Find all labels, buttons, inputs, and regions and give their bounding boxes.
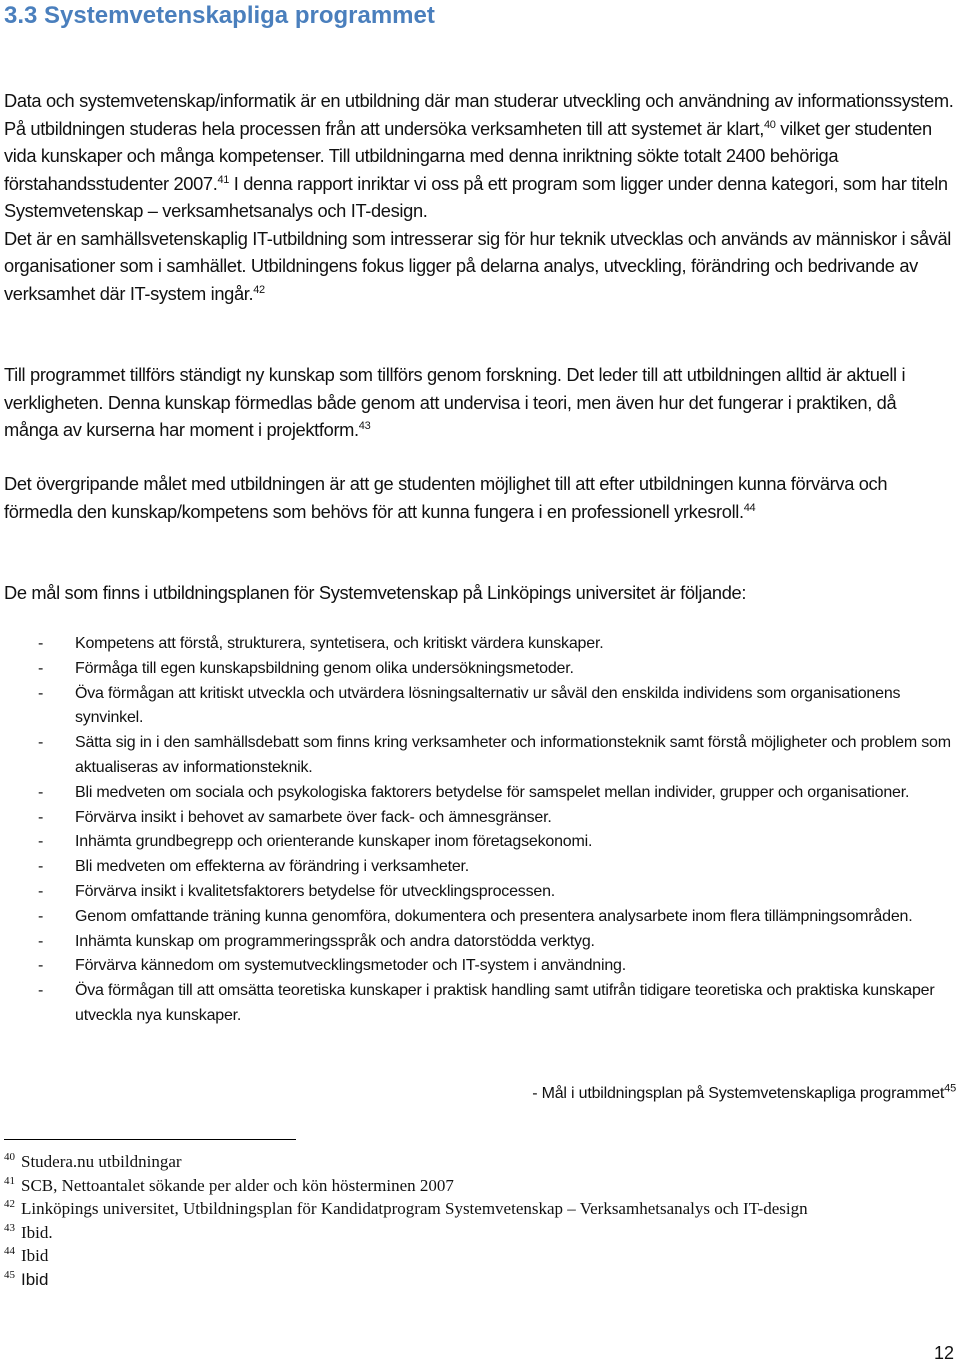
paragraph-text: Data och systemvetenskap/informatik är en utbildning där man studerar utveckling och användning av informationssystem. På utbildningen studeras hela processen från att undersöka verksamheten till att systemet är klart, (4, 90, 954, 139)
bullet-dash: - (38, 783, 44, 801)
footnote (4, 1268, 924, 1292)
list-item (4, 880, 954, 905)
paragraph-text: Det är en samhällsvetenskaplig IT-utbildning som intresserar sig för hur teknik utvecklas och används av människor i såväl organisationer som i samhället. Utbildningens fokus ligger på delarna analys, utveckling, förändring och bedrivande av verksamhet där IT-system ingår. (4, 227, 951, 304)
footnote-number: 42 (4, 1198, 15, 1211)
footnote-ref[interactable]: 45 (944, 1082, 956, 1095)
footnote (4, 1150, 924, 1174)
list-item-text: Öva förmågan till att omsätta teoretiska kunskaper i praktisk handling samt utifrån tidigare teoretiska och praktiska kunskaper utveckla nya kunskaper. (75, 982, 935, 1024)
paragraph-goals-intro (4, 579, 954, 607)
bullet-dash: - (38, 684, 44, 702)
list-item (4, 979, 954, 1029)
bullet-dash: - (38, 734, 44, 752)
list-item (4, 954, 954, 979)
bullet-dash: - (38, 858, 44, 876)
section-heading: 3.3 Systemvetenskapliga programmet (4, 2, 435, 29)
footnote-text: SCB, Nettoantalet sökande per alder och kön hösterminen 2007 (21, 1175, 454, 1195)
paragraph-text: I denna rapport inriktar vi oss på ett program som ligger under denna kategori, som har titeln Systemvetenskap – verksamhetsanalys och IT-design. (4, 172, 948, 221)
footnotes (4, 1150, 924, 1291)
list-item-text: Inhämta grundbegrepp och orienterande kunskaper inom företagsekonomi. (75, 833, 593, 851)
list-item-text: Förvärva insikt i behovet av samarbete över fack- och ämnesgränser. (75, 808, 552, 826)
list-item (4, 855, 954, 880)
bullet-dash: - (38, 882, 44, 900)
bullet-dash: - (38, 982, 44, 1000)
footnote-number: 43 (4, 1221, 15, 1234)
paragraph-text: De mål som finns i utbildningsplanen för Systemvetenskap på Linköpings universitet är följande: (4, 582, 747, 603)
list-item-text: Förvärva kännedom om systemutvecklingsmetoder och IT-system i användning. (75, 957, 626, 975)
bullet-dash: - (38, 932, 44, 950)
bullet-dash: - (38, 957, 44, 975)
footnote (4, 1197, 924, 1221)
footnote-text: Ibid. (21, 1222, 53, 1242)
list-item-text: Sätta sig in i den samhällsdebatt som finns kring verksamheter och informationsteknik samt förstå möjligheter och problem som aktualiseras av informationsteknik. (75, 734, 951, 776)
footnote-text: Studera.nu utbildningar (21, 1152, 182, 1171)
bullet-dash: - (38, 808, 44, 826)
list-item (4, 830, 954, 855)
list-item-text: Genom omfattande träning kunna genomföra, dokumentera och presentera analysarbete inom flera tillämpningsområden. (75, 907, 913, 925)
list-item-text: Förmåga till egen kunskapsbildning genom olika undersökningsmetoder. (75, 659, 574, 677)
list-item (4, 682, 954, 732)
quote-attribution (532, 1082, 956, 1106)
bullet-dash: - (38, 833, 44, 851)
paragraph-goal (4, 470, 954, 525)
footnote-number: 44 (4, 1245, 15, 1258)
footnote-ref[interactable]: 41 (217, 173, 230, 186)
footnote-separator (4, 1139, 296, 1140)
footnote-ref[interactable]: 40 (764, 118, 776, 131)
footnote (4, 1221, 924, 1245)
footnote-text: Linköpings universitet, Utbildningsplan för Kandidatprogram Systemvetenskap – Verksamhetsanalys och IT-design (21, 1199, 808, 1218)
footnote-number: 40 (4, 1151, 15, 1164)
footnote (4, 1174, 924, 1198)
goals-list (4, 632, 954, 1029)
list-item (4, 657, 954, 682)
footnote-ref[interactable]: 42 (253, 283, 265, 296)
footnote-ref[interactable]: 43 (358, 419, 371, 432)
footnote-text: Ibid (21, 1246, 49, 1265)
footnote-number: 41 (4, 1174, 15, 1187)
list-item (4, 806, 954, 831)
list-item (4, 781, 954, 806)
list-item (4, 930, 954, 955)
list-item-text: Förvärva insikt i kvalitetsfaktorers betydelse för utvecklingsprocessen. (75, 882, 556, 900)
list-item (4, 632, 954, 657)
paragraph-intro (4, 87, 954, 307)
attribution-text: - Mål i utbildningsplan på Systemvetenskapliga programmet (532, 1085, 945, 1102)
footnote-ref[interactable]: 44 (743, 501, 756, 514)
bullet-dash: - (38, 907, 44, 925)
list-item-text: Bli medveten om effekterna av förändring i verksamheter. (75, 858, 470, 876)
list-item-text: Bli medveten om sociala och psykologiska faktorers betydelse för samspelet mellan individer, grupper och organisationer. (75, 783, 910, 801)
paragraph-text: vilket ger studenten vida kunskaper och många kompetenser. Till utbildningarna med denna inriktning sökte totalt 2400 behöriga förstahandsstudenter 2007. (4, 117, 932, 194)
list-item (4, 731, 954, 781)
list-item-text: Öva förmågan att kritiskt utveckla och utvärdera lösningsalternativ ur såväl den enskilda individens som organisationens synvinkel. (75, 684, 901, 727)
page-number: 12 (933, 1343, 954, 1363)
paragraph-text: Till programmet tillförs ständigt ny kunskap som tillförs genom forskning. Det leder till att utbildningen alltid är aktuell i verkligheten. Denna kunskap förmedlas både genom att undervisa i teori, men även hur det fungerar i praktiken, då många av kurserna har moment i projektform. (4, 364, 906, 440)
paragraph-text: Det övergripande målet med utbildningen är att ge studenten möjlighet till att efter utbildningen kunna förvärva och förmedla den kunskap/kompetens som behövs för att kunna fungera i en professionell yrkesroll. (4, 473, 888, 522)
list-item-text: Inhämta kunskap om programmeringsspråk och andra datorstödda verktyg. (75, 932, 595, 950)
bullet-dash: - (38, 635, 44, 652)
paragraph-research (4, 361, 954, 444)
bullet-dash: - (38, 659, 44, 677)
list-item-text: Kompetens att förstå, strukturera, syntetisera, och kritiskt värdera kunskaper. (75, 635, 604, 652)
footnote-text: Ibid (21, 1269, 49, 1289)
footnote-number: 45 (4, 1268, 15, 1281)
footnote (4, 1244, 924, 1268)
list-item (4, 905, 954, 930)
